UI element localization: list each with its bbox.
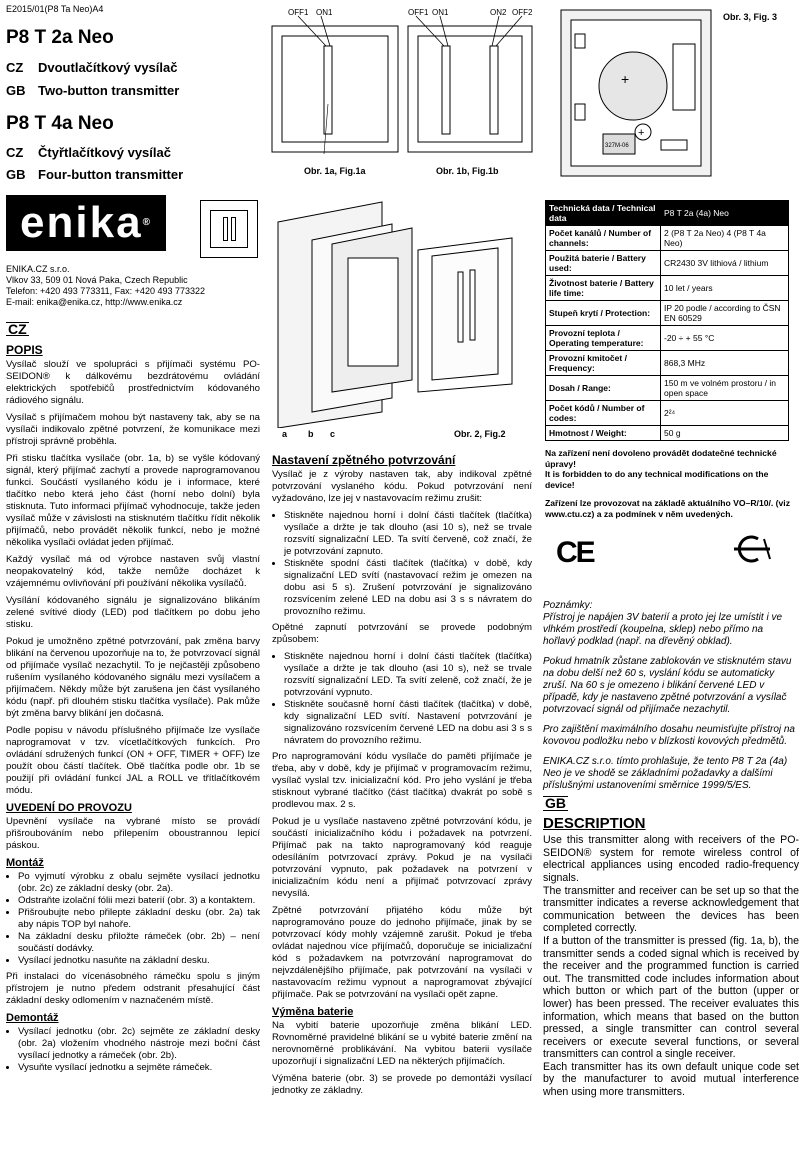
demontaz-list	[6, 1026, 260, 1074]
lang-cz-label: CZ	[6, 145, 24, 160]
note-gb: It is forbidden to do any technical modifications on the device!	[545, 469, 769, 490]
table-cell-value: 50 g	[661, 426, 789, 441]
figure-2-drawing	[272, 192, 534, 428]
left-column	[6, 322, 260, 1078]
fig1b-label-on1: ON1	[432, 8, 449, 17]
fig1a-label-off1: OFF1	[288, 8, 309, 17]
list-item: • Po vyjmutí výrobku z obalu sejměte vysílací jednotku (obr. 2c) ze základní desky (obr. 2a).	[18, 871, 260, 895]
zpetne-potvrzovani-heading: Nastavení zpětného potvrzování	[272, 453, 456, 467]
subtitle-text: Dvoutlačítkový vysílač	[38, 60, 178, 75]
svg-text:+: +	[621, 71, 630, 87]
figure-2-caption: Obr. 2, Fig.2	[454, 429, 506, 439]
list-item: • Vysílací jednotku nasuňte na základní desku.	[18, 955, 260, 967]
paragraph: Vysílač je z výroby nastaven tak, aby indikoval zpětné potvrzování vyslaného kódu. Pokud potvrzování není vyžadováno, lze jej v nastavovacím režimu zrušit:	[272, 469, 532, 504]
demontaz-heading: Demontáž	[6, 1012, 59, 1024]
company-phone: Telefon: +420 493 773311, Fax: +420 493 773322	[6, 286, 206, 296]
table-cell-value: 10 let / years	[661, 276, 789, 301]
italic-note: Přístroj je napájen 3V baterií a proto jej lze umístit i ve vlhkém prostředí (koupelna, sklep) nebo přímo na hořlavý podklad (např. na dřevěný obklad).	[543, 612, 783, 647]
notes-section	[543, 600, 797, 800]
paragraph: Na vybití baterie upozorňuje změna blikání LED. Rovnoměrné pravidelné blikání se u vybité baterie změní na nerovnoměrné problikávání. Na vybitou baterii vysílače upozorňují i signalizační LED na některých přijímačích.	[272, 1020, 532, 1067]
list-item: • Na základní desku přiložte rámeček (obr. 2b) – není součástí dodávky.	[18, 931, 260, 955]
table-cell-value: IP 20 podle / according to ČSN EN 60529	[661, 301, 789, 326]
popis-heading: POPIS	[6, 343, 43, 357]
paragraph: Each transmitter has its own default unique code set by the manufacturer to avoid mutual interference when using more transmitters.	[543, 1060, 799, 1099]
table-cell-key: Počet kanálů / Number of channels:	[546, 226, 661, 251]
paragraph: Vysílání kódovaného signálu je signalizováno blikáním zelené svítivé diody (LED) pod tlačítkem po dobu jeho stisku.	[6, 595, 260, 630]
table-row	[546, 326, 789, 351]
mid-list-1	[272, 510, 532, 618]
section-cz-heading: CZ	[8, 321, 27, 337]
paragraph: Vysílač slouží ve spolupráci s přijímači systému PO-SEIDON® k dálkovému bezdrátovému ovládání elektrických spotřebičů prostřednictvím kódovaného rádiového signálu.	[6, 359, 260, 406]
product-title-4a: P8 T 4a Neo	[6, 113, 114, 134]
table-header-row	[546, 201, 789, 226]
list-item: • Stiskněte současně horní části tlačítek (tlačítka) v době, kdy signalizační LED svítí. Nastavení potvrzování je signalizováno rozsvícením červené LED na dobu asi 3 s s návratem do provozního režimu.	[284, 699, 532, 747]
list-item: • Vysílací jednotku (obr. 2c) sejměte ze základní desky (obr. 2a) vložením vhodného nástroje mezi boční část vysílací jednotky a rámeček (obr. 2b).	[18, 1026, 260, 1062]
logo-text: enika	[20, 198, 143, 247]
figure-1a-drawing	[268, 4, 404, 164]
fig1a-label-on1: ON1	[316, 8, 333, 17]
fig1b-label-off2: OFF2	[512, 8, 533, 17]
montaz-list	[6, 871, 260, 967]
paragraph: The transmitter and receiver can be set up so that the transmitter indicates a reverse acknowledgement that communication between the devices has been completed correctly.	[543, 884, 799, 935]
enika-logo	[6, 195, 166, 251]
note-cz: Na zařízení není dovoleno provádět dodatečné technické úpravy!	[545, 448, 777, 469]
figure-2	[272, 192, 534, 442]
paragraph: Při stisku tlačítka vysílače (obr. 1a, b) se vyšle kódovaný signál, který přijímač zachytí a provede naprogramovanou funkci. Součástí vysílaného kódu je i informace, které tlačítko nebo která jeho část (horní nebo dolní) byla stisknuta. Tuto informaci přijímač vyhodnocuje, takže jeden vysílač může v závislosti na stisknutém tlačítku řídit několik přijímačů, nebo provádět několik funkcí, nebo je možné několika vysílači ovládat jeden přijímač.	[6, 453, 260, 548]
subtitle-4a-gb	[6, 167, 183, 182]
table-cell-key: Hmotnost / Weight:	[546, 426, 661, 441]
paragraph: Výměna baterie (obr. 3) se provede po demontáži vysílací jednotky ze základny.	[272, 1073, 532, 1096]
company-name: ENIKA.CZ s.r.o.	[6, 264, 70, 274]
paragraph: Pokud je umožněno zpětné potvrzování, pak změna barvy blikání na červenou upozorňuje na to, že potvrzovací signál od přijímače vysílač nezachytil. To je nejčastěji způsobeno rušením vysílaného kódovaného signálu mezi vysílačem a přijímačem. Někdy může být zarušena jen část vysílaného kódu (např. při dlouhém stisku tlačítka vysílače). Pak může být změna barvy blikání jen dočasná.	[6, 636, 260, 719]
product-thumbnail	[200, 200, 258, 258]
paragraph: If a button of the transmitter is pressed (fig. 1a, b), the transmitter sends a coded signal which is received by the receiver and the programmed function is carried out. The transmitted code includes information about which button or which part of the button (upper or lower) has been pressed. The receiver evaluates this information, which means that based on the button pressed, a single transmitter can control several receivers or execute several functions, or several transmitters can control a single receiver.	[543, 934, 799, 1061]
subtitle-text: Čtyřtlačítkový vysílač	[38, 145, 171, 160]
table-header-value: P8 T 2a (4a) Neo	[661, 201, 789, 226]
subtitle-2a-cz	[6, 60, 177, 75]
warning-notes	[545, 448, 797, 519]
figure-3-drawing	[545, 4, 803, 184]
fig1b-label-on2: ON2	[490, 8, 507, 17]
paragraph: Pokud je u vysílače nastaveno zpětné potvrzování kódu, je součástí inicializačního kódu i požadavek na potvrzení. Přijímač pak na takto naprogramovaný kód reaguje odesíláním potvrzovací zprávy. Pokud je na vysílači potvrzování vypnuto, pak požadavek na potvrzení v inicializačním kódu není a přijímač potvrzovací zprávy nevysílá.	[272, 816, 532, 899]
table-cell-key: Provozní kmitočet / Frequency:	[546, 351, 661, 376]
class2-device-icon	[730, 534, 774, 569]
document-code: E2015/01(P8 Ta Neo)A4	[6, 4, 104, 14]
figure-1b-drawing	[404, 4, 536, 164]
subtitle-4a-cz	[6, 145, 171, 160]
table-cell-value: -20 ÷ + 55 °C	[661, 326, 789, 351]
paragraph: Při instalaci do vícenásobného rámečku spolu s jiným přístrojem je nutno předem odstranit přesahující část základní desky odlomením v naznačeném místě.	[6, 971, 260, 1006]
list-item: • Stiskněte najednou horní i dolní části tlačítek (tlačítka) vysílače a držte je tak dlouho (asi 10 s), než se trvale rozsvítí signalizační LED. Ta svítí zeleně, což značí, že je potvrzování vypnuto.	[284, 651, 532, 699]
notes-heading: Poznámky:	[543, 600, 593, 611]
figure-3-caption: Obr. 3, Fig. 3	[723, 12, 778, 22]
logo-registered-mark: ®	[142, 217, 152, 228]
svg-text:+: +	[638, 127, 645, 139]
vymena-baterie-heading: Výměna baterie	[272, 1006, 354, 1018]
paragraph: Podle popisu v návodu příslušného přijímače lze vysílače naprogramovat v tzv. vícetlačítkových funkcích. Pro ovládání sdružených funkcí (ON + OFF, TIMER + OFF) lze použít obou částí tlačítek. Obě tlačítka podle obr. 1b se použijí při ovládání funkcí JAL a ROLL ve třítlačítkovém módu.	[6, 725, 260, 796]
list-item: • Stiskněte spodní části tlačítek (tlačítka) v době, kdy signalizační LED svítí (nastavovací režim je omezen na dobu asi 5 s). Zrušení potvrzování je signalizováno rozsvícením zelené LED na dobu asi 3 s s návratem do provozního režimu.	[284, 558, 532, 618]
middle-column	[272, 454, 532, 1102]
figure-1b-caption: Obr. 1b, Fig.1b	[436, 166, 499, 176]
figure-1b	[404, 4, 536, 178]
table-cell-value: 2 (P8 T 2a Neo) 4 (P8 T 4a Neo)	[661, 226, 789, 251]
montaz-heading: Montáž	[6, 857, 44, 869]
subtitle-2a-gb	[6, 83, 179, 98]
table-row	[546, 226, 789, 251]
company-info	[6, 264, 205, 308]
table-cell-key: Počet kódů / Number of codes:	[546, 401, 661, 426]
italic-note: Pro zajištění maximálního dosahu neumisťujte přístroj na kovovou podložku nebo v blízkosti kovových předmětů.	[543, 724, 795, 747]
fig3-chip-label: 327M-06	[605, 143, 629, 149]
note-ctu: Zařízení lze provozovat na základě aktuálního VO–R/10/. (viz www.ctu.cz) a za podmínek v něm uvedených.	[545, 498, 790, 519]
subtitle-text: Four-button transmitter	[38, 167, 184, 182]
table-cell-value: 868,3 MHz	[661, 351, 789, 376]
list-item: • Stiskněte najednou horní i dolní části tlačítek (tlačítka) vysílače a držte je tak dlouho (asi 10 s), než se trvale rozsvítí signalizační LED. Ta svítí červeně, což značí, že je potvrzování zapnuto.	[284, 510, 532, 558]
table-row	[546, 401, 789, 426]
table-cell-key: Dosah / Range:	[546, 376, 661, 401]
italic-note: Pokud hmatník zůstane zablokován ve stisknutém stavu na dobu delší než 60 s, vyslání kódu se automaticky zruší. Na 60 s je omezeno i blikání červené LED v případě, kdy je nastaveno zpětné potvrzování a vysílač potvrzovací signál od přijímače nezachytil.	[543, 656, 792, 715]
table-row	[546, 426, 789, 441]
paragraph: Upevnění vysílače na vybrané místo se provádí přišroubováním nebo přilepením oboustrannou lepicí páskou.	[6, 816, 260, 851]
table-cell-key: Stupeň krytí / Protection:	[546, 301, 661, 326]
subtitle-text: Two-button transmitter	[38, 83, 180, 98]
lang-gb-label: GB	[6, 83, 26, 98]
mid-list-2	[272, 651, 532, 747]
figure-1a	[268, 4, 404, 178]
tech-data-table	[545, 200, 789, 441]
figure-3	[545, 4, 803, 184]
table-row	[546, 376, 789, 401]
fig1b-label-off1: OFF1	[408, 8, 429, 17]
section-gb-heading: GB	[545, 795, 566, 811]
table-row	[546, 301, 789, 326]
company-email: E-mail: enika@enika.cz, http://www.enika.cz	[6, 297, 183, 307]
table-cell-value: 150 m ve volném prostoru / in open space	[661, 376, 789, 401]
table-cell-key: Použitá baterie / Battery used:	[546, 251, 661, 276]
list-item: • Přišroubujte nebo přilepte základní desku (obr. 2a) tak aby nápis TOP byl nahoře.	[18, 907, 260, 931]
paragraph: Pro naprogramování kódu vysílače do paměti přijímače je třeba, aby v době, kdy je přijímač v programovacím režimu, vysílač vyslal tzv. inicializační kód. Pro jeho vyslání je třeba stisknout vybrané tlačítko (část tlačítka) dvakrát po sobě s prodlevou max. 2 s.	[272, 751, 532, 810]
paragraph: Vysílač s přijímačem mohou být nastaveny tak, aby se na vysílači indikovalo zpětné potvrzení, že komunikace mezi přístroji správně proběhla.	[6, 412, 260, 447]
product-title-2a: P8 T 2a Neo	[6, 27, 114, 48]
uvedeni-heading: UVEDENÍ DO PROVOZU	[6, 802, 132, 814]
lang-cz-label: CZ	[6, 60, 24, 75]
paragraph: Zpětné potvrzování přijatého kódu může být naprogramováno pouze do jednoho přijímače, jinak by se potvrzovací kódy mohly vzájemně zarušit. Pokud je třeba ovládat najednou více přijímačů, doporučuje se inicializační kód s požadavkem na potvrzování naprogramovat do nejvzdálenějšího přijímače, pak potvrzování na vysílači v nastavovacím režimu vypnout a naprogramovat zbývající přijímače. Pak se potvrzování na vysílači opět zapne.	[272, 905, 532, 1000]
gb-description	[543, 796, 799, 1099]
table-cell-key: Životnost baterie / Battery life time:	[546, 276, 661, 301]
table-cell-value: CR2430 3V lithiová / lithium	[661, 251, 789, 276]
table-row	[546, 351, 789, 376]
table-row	[546, 251, 789, 276]
table-row	[546, 276, 789, 301]
paragraph: Opětné zapnutí potvrzování se provede podobným způsobem:	[272, 622, 532, 645]
figure-1a-caption: Obr. 1a, Fig.1a	[304, 166, 366, 176]
figure-2-label-c: c	[330, 429, 336, 439]
table-cell-value: 2²⁴	[661, 401, 789, 426]
paragraph: Use this transmitter along with receivers of the PO-SEIDON® system for remote wireless control of electrical appliances using encoded radio-frequency signals.	[543, 834, 799, 884]
ce-mark: CE	[556, 536, 594, 569]
figure-2-label-a: a	[282, 429, 288, 439]
tech-data-table-wrap	[545, 200, 789, 441]
company-address: Vlkov 33, 509 01 Nová Paka, Czech Republic	[6, 275, 188, 285]
description-heading: DESCRIPTION	[543, 814, 646, 832]
table-cell-key: Provozní teplota / Operating temperature:	[546, 326, 661, 351]
table-header-key: Technická data / Technical data	[546, 201, 661, 226]
italic-note: ENIKA.CZ s.r.o. tímto prohlašuje, že tento P8 T 2a (4a) Neo je ve shodě se základními požadavky a dalšími příslušnými ustanoveními směrnice 1999/5/ES.	[543, 756, 788, 791]
list-item: • Odstraňte izolační fólii mezi baterií (obr. 3) a kontaktem.	[18, 895, 260, 907]
list-item: • Vysuňte vysílací jednotku a sejměte rámeček.	[18, 1062, 260, 1074]
lang-gb-label: GB	[6, 167, 26, 182]
paragraph: Každý vysílač má od výrobce nastaven svůj vlastní neopakovatelný kód, takže nemůže docházet k vzájemnému ovlivňování při používání několika vysílačů.	[6, 554, 260, 589]
figure-2-label-b: b	[308, 429, 314, 439]
